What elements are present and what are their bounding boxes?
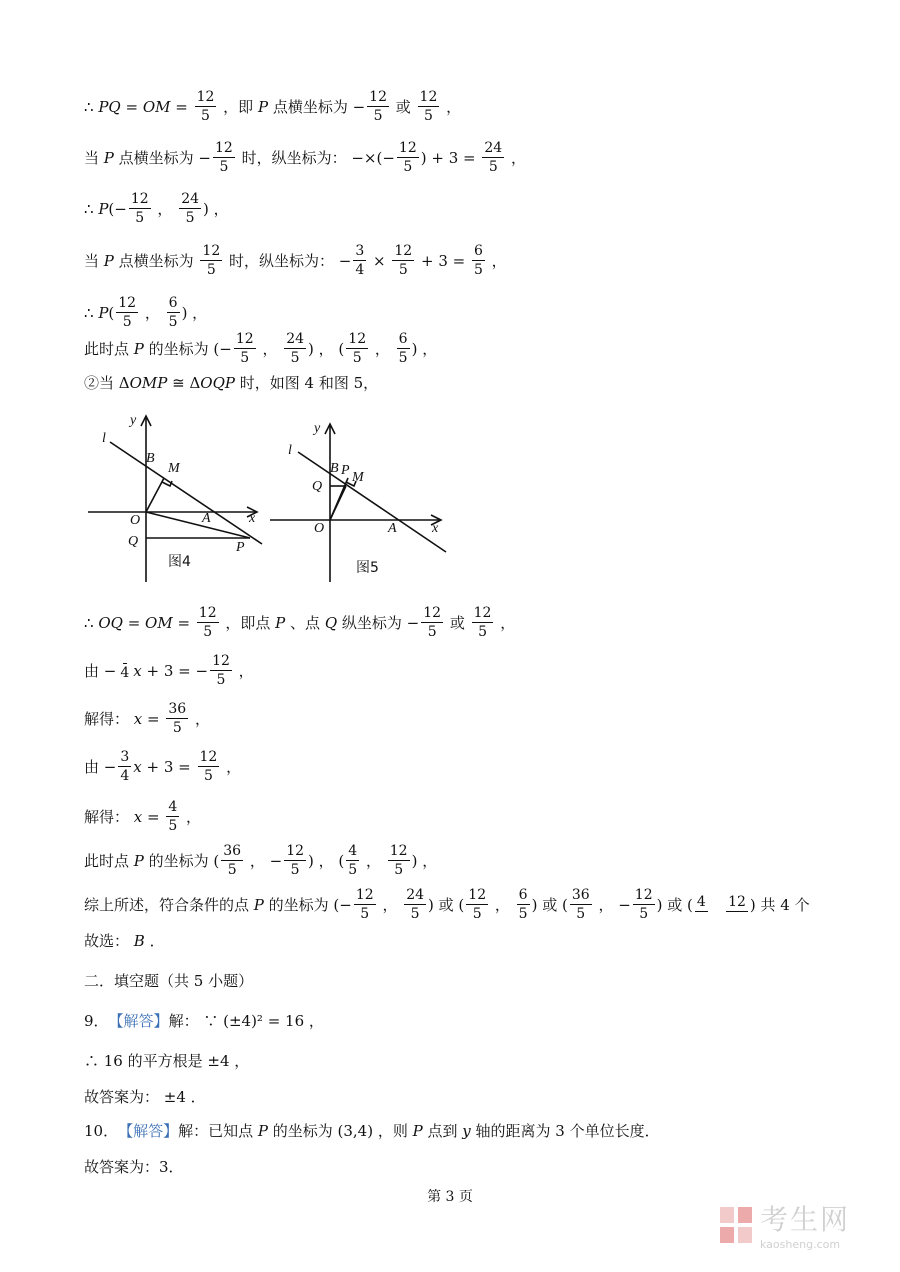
watermark-name: 考生网 [760,1203,851,1236]
fraction [210,654,232,687]
fraction [388,844,410,877]
figure-4 [84,410,269,588]
text-segment: = [122,613,146,632]
fraction [197,606,219,639]
text-segment: ) 或 ( [656,896,693,914]
text-segment: ≅ Δ [167,373,201,392]
fraction-denominator: 5 [168,314,178,330]
fraction-numerator: 12 [118,295,137,311]
fraction [482,141,504,174]
fraction-denominator: 5 [168,818,178,834]
fraction [118,750,131,783]
label-y: y [314,421,321,436]
fraction [213,141,235,174]
text-segment: ) ， ( [308,340,345,358]
text-segment: P [103,148,114,167]
text-segment: ， [486,252,507,270]
text-segment: ∴ [84,199,99,218]
fraction-denominator [699,912,703,914]
fraction-denominator: 5 [219,159,229,175]
text-segment: 或 [445,614,470,632]
fraction-denominator: 5 [290,350,300,366]
text-segment [710,896,724,914]
text-segment: 点到 [422,1122,463,1140]
text-line [84,1086,206,1107]
text-line [84,970,253,991]
text-line [84,1050,249,1071]
figure-5 [268,418,453,588]
text-segment: ) + 3 = [420,148,481,167]
label-a: A [388,521,397,536]
fraction [166,800,179,833]
fraction-denominator: 5 [478,624,487,640]
text-segment: 9． [84,1012,109,1030]
fraction-numerator: 12 [130,191,149,207]
text-segment: ) ， [411,852,438,870]
label-o: O [314,521,325,536]
text-segment: P [98,303,109,322]
text-line [84,90,461,123]
fraction-denominator: 4 [120,665,130,681]
fraction [234,332,256,365]
text-line [84,654,254,687]
text-segment: 点横坐标为 − [268,98,366,116]
text-segment: 解得： [84,808,134,826]
text-line [84,888,810,921]
answer-tag: 【解答】 [108,1012,169,1030]
fraction-numerator: 24 [406,887,425,903]
fraction-denominator: 4 [355,262,365,278]
fraction-numerator: 4 [696,894,706,910]
answer-tag: 【解答】 [118,1122,179,1140]
text-segment: 此时点 [84,852,134,870]
text-segment: ∴ [84,97,99,116]
fraction-numerator: 12 [369,89,387,105]
text-segment: 解： ∵ (±4)² = 16 ， [168,1012,324,1030]
text-line [84,296,207,329]
fraction-numerator: 12 [286,843,305,859]
text-segment: P [257,97,269,116]
text-segment: 由 − [84,758,117,776]
fraction-denominator: 5 [639,906,649,922]
fraction [397,332,410,365]
fraction-numerator: 6 [398,331,408,347]
text-segment: P [257,1121,268,1140]
text-segment: ∴ [84,303,99,322]
fraction-numerator: 4 [348,843,358,859]
label-y: y [130,413,137,428]
fraction-numerator: 12 [196,89,215,105]
text-segment: 轴的距离为 3 个单位长度． [470,1122,660,1140]
text-segment: ②当 Δ [84,374,130,392]
text-segment: ，即点 [220,614,276,632]
text-segment: 的坐标为 ( [143,852,220,870]
text-segment: + 3 = [141,757,196,776]
fraction-numerator: 12 [728,894,746,910]
text-segment: 纵坐标为 − [337,614,420,632]
fraction-denominator: 5 [373,108,383,124]
fraction-denominator [735,912,739,914]
fraction-denominator: 5 [398,262,408,278]
fraction [472,244,485,277]
text-segment: ) ， [411,340,438,358]
fraction-denominator: 5 [394,862,404,878]
fraction-numerator: 12 [199,749,218,765]
text-segment: x [133,709,143,728]
fraction-numerator: 12 [468,887,487,903]
label-l: l [288,443,292,458]
fraction [116,296,138,329]
fraction [695,895,708,914]
text-segment: ) ， ( [308,852,345,870]
text-segment: P [98,199,109,218]
text-segment: 时，纵坐标为： −×(− [236,149,395,167]
text-segment: ∴ [84,613,99,632]
fraction-denominator: 5 [398,350,408,366]
text-segment: B [133,931,145,950]
label-a: A [202,511,211,526]
label-p: P [236,540,245,555]
text-segment: 点横坐标为 − [113,149,211,167]
text-line [84,1156,184,1177]
fraction-numerator: 12 [423,605,442,621]
text-segment: Q [324,613,338,632]
fraction-numerator: 12 [212,653,230,669]
text-line [84,141,526,174]
text-segment: 当 [84,252,104,270]
text-segment: ∴ 16 的平方根是 ±4 ， [84,1052,250,1070]
label-p: P [341,463,350,478]
text-segment: ， [490,896,515,914]
text-line [84,800,201,833]
fraction-numerator: 36 [223,843,242,859]
text-segment: 故答案为： ±4 ． [84,1088,206,1106]
text-segment: 的坐标为 (− [263,896,352,914]
fraction-numerator: 12 [198,605,217,621]
fraction [404,888,426,921]
text-segment: 当 [84,149,104,167]
segment-op [330,486,346,520]
fraction-denominator: 5 [203,624,213,640]
text-line [84,332,437,365]
text-segment: 或 [390,98,416,116]
text-segment: x [133,661,142,680]
label-q: Q [312,479,323,494]
text-segment: 解得： [84,710,134,728]
line-l [110,442,262,544]
text-segment: 由 − [84,662,117,680]
text-line [84,1010,324,1031]
text-segment: ， [221,758,242,776]
page-number: 第 3 页 [427,1189,473,1205]
label-x: x [432,521,439,536]
text-line [84,702,210,735]
fraction [179,192,201,225]
fraction [466,888,488,921]
text-segment: + 3 = − [141,661,209,680]
text-segment: 点横坐标为 [113,252,199,270]
label-q: Q [128,534,139,549]
fraction-denominator: 5 [240,350,250,366]
fraction-denominator: 5 [427,624,437,640]
text-segment: ， − [245,852,283,870]
watermark-url: kaosheng.com [760,1238,841,1251]
label-m: M [352,470,364,485]
figure-5-caption: 图5 [356,560,379,576]
fraction-denominator: 5 [290,862,300,878]
text-segment: ， [190,710,210,728]
text-segment: ) 或 ( [428,896,465,914]
fraction [397,141,419,174]
text-segment: (− [108,199,127,218]
fraction-denominator: 5 [216,672,226,688]
text-segment: ) ， [203,200,229,218]
fraction [517,888,530,921]
fraction [421,606,443,639]
label-x: x [249,511,256,526]
fraction-denominator: 5 [227,862,237,878]
text-segment: OMP [129,373,168,392]
fraction-denominator: 5 [423,108,433,124]
fraction-numerator: 12 [235,331,254,347]
fraction [392,244,414,277]
fraction-numerator: 36 [571,887,590,903]
fraction [418,90,440,123]
fraction-denominator: 5 [185,210,195,226]
fraction [472,606,494,639]
fraction-numerator: 6 [473,243,483,259]
text-segment: x [133,757,142,776]
fraction-denominator: 5 [206,262,216,278]
fraction-numerator: 6 [168,295,178,311]
label-b: B [330,461,339,476]
fraction [284,332,306,365]
text-segment: ， [370,340,395,358]
text-segment: 综上所述，符合条件的点 [84,896,254,914]
fraction-numerator: 12 [473,605,492,621]
fraction-denominator: 5 [201,108,210,124]
text-segment: ， [506,149,526,167]
text-segment: = [120,97,143,116]
text-segment: ) 共 4 个 [749,896,810,914]
text-segment: P [275,613,286,632]
fraction-numerator: 12 [355,887,374,903]
text-segment: ， [377,896,403,914]
fraction-numerator: 12 [202,243,221,259]
text-segment: = [142,709,165,728]
fraction [118,661,131,680]
text-segment: = [142,807,165,826]
text-line [84,1120,660,1141]
text-segment: P [253,895,264,914]
text-segment: ， [140,304,165,322]
text-segment: ， [181,808,202,826]
text-segment: ． [144,932,165,950]
fraction-numerator: 3 [120,749,130,765]
fraction-numerator: 12 [394,243,413,259]
text-segment: P [133,851,144,870]
text-segment: ， − [593,896,631,914]
text-segment: OQP [200,373,235,392]
fraction [346,332,368,365]
text-segment: 故答案为：3． [84,1158,184,1176]
watermark [718,1198,850,1251]
fraction [633,888,655,921]
text-segment: 10． [84,1122,119,1140]
text-segment: 的坐标为 (3,4) ，则 [267,1122,413,1140]
text-segment: 故选： [84,932,134,950]
label-m: M [168,461,180,476]
fraction [367,90,389,123]
fraction-denominator: 5 [352,350,362,366]
fraction-denominator: 5 [576,906,586,922]
text-line [84,930,165,951]
fraction [195,90,217,123]
text-segment: 时，如图 4 和图 5， [234,374,379,392]
text-segment: 的坐标为 (− [143,340,232,358]
fraction [221,844,243,877]
text-segment: ) ， [181,304,208,322]
text-segment: OM [142,97,171,116]
text-segment: ) 或 ( [531,896,568,914]
text-segment: 时，纵坐标为： − [224,252,352,270]
fraction [346,844,359,877]
text-segment: = [172,613,195,632]
label-b: B [146,451,155,466]
fraction-denominator: 5 [403,159,413,175]
text-segment: + 3 = [416,251,470,270]
fraction [166,702,188,735]
figure-4-caption: 图4 [168,554,191,570]
watermark-logo-icon [718,1205,754,1245]
fraction-numerator: 36 [168,701,187,717]
text-segment: P [412,1121,423,1140]
text-segment: OM [145,613,173,632]
text-segment: 此时点 [84,340,134,358]
fraction [284,844,306,877]
text-line [84,606,515,639]
fraction-numerator: 3 [355,243,365,259]
fraction-numerator: 6 [518,887,528,903]
fraction-denominator: 5 [488,159,498,175]
label-o: O [130,513,141,528]
fraction-denominator: 5 [360,906,370,922]
fraction-denominator: 5 [348,862,358,878]
text-segment: ， [361,852,386,870]
fraction [726,895,748,914]
text-line [84,844,437,877]
fraction-numerator: 4 [168,799,178,815]
text-segment: y [462,1121,471,1140]
fraction-numerator: 12 [634,887,653,903]
text-segment: x [133,807,143,826]
fraction [570,888,592,921]
fraction-numerator: 12 [214,140,233,156]
fraction-numerator: 24 [181,191,200,207]
fraction-denominator: 5 [472,906,482,922]
fraction-numerator: 12 [419,89,438,105]
text-segment: ， [152,200,178,218]
fraction-numerator: 12 [389,843,408,859]
text-segment: PQ [98,97,121,116]
fraction-denominator: 5 [473,262,483,278]
text-segment: ， [441,98,462,116]
fraction [167,296,180,329]
text-line [84,750,241,783]
text-segment: × [368,251,391,270]
text-segment: 二．填空题（共 5 小题） [84,972,254,990]
fraction-numerator: 24 [286,331,305,347]
fraction [129,192,151,225]
text-segment: ， [495,614,516,632]
fraction-denominator: 5 [518,906,528,922]
fraction-denominator: 5 [410,906,420,922]
line-l [298,452,446,552]
fraction-denominator: 4 [120,768,130,784]
text-segment: 、点 [285,614,325,632]
text-segment: ，即 [218,98,258,116]
text-segment: = [170,97,193,116]
fraction [200,244,222,277]
fraction-numerator: 24 [484,140,503,156]
text-line [84,372,378,393]
text-segment: 解：已知点 [178,1122,258,1140]
text-line [84,244,507,277]
text-segment: P [133,339,144,358]
fraction-denominator: 5 [135,210,145,226]
text-segment: ( [108,303,115,322]
fraction [354,888,376,921]
text-segment: OQ [98,613,123,632]
label-l: l [102,431,106,446]
fraction-denominator: 5 [203,768,213,784]
text-line [84,192,229,225]
fraction-denominator: 5 [172,720,182,736]
fraction [198,750,220,783]
fraction-numerator: 12 [348,331,367,347]
text-segment: ， [257,340,283,358]
fraction [353,244,366,277]
segment-om [146,478,164,512]
text-segment: P [103,251,114,270]
fraction-denominator: 5 [122,314,132,330]
text-segment: ， [233,662,254,680]
fraction-numerator: 12 [398,140,417,156]
